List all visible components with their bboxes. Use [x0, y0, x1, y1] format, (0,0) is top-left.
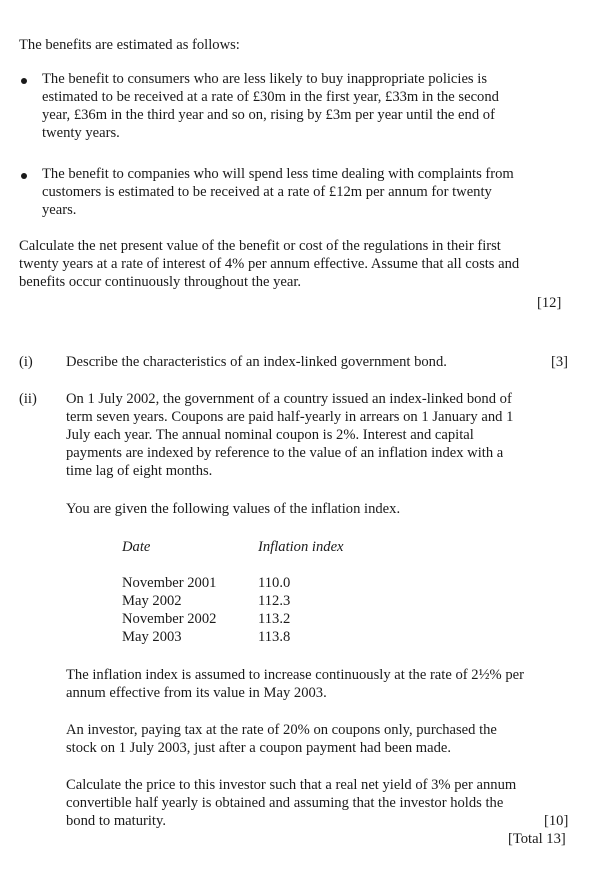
- text-line: annum effective from its value in May 2003.: [66, 685, 327, 701]
- table-header-inflation-index: Inflation index: [258, 539, 344, 555]
- calculate-npv-paragraph: [19, 237, 519, 291]
- text-line: bond to maturity.: [66, 813, 166, 829]
- text-line: Calculate the net present value of the benefit or cost of the regulations in their first: [19, 238, 501, 254]
- table-cell-date: May 2002: [122, 593, 182, 609]
- text-line: customers is estimated to be received at a rate of £12m per annum for twenty: [42, 184, 492, 200]
- text-line: year, £36m in the third year and so on, rising by £3m per year until the end of: [42, 107, 495, 123]
- table-cell-date: May 2003: [122, 629, 182, 645]
- part-ii-bond-description: [66, 390, 513, 480]
- text-line: twenty years.: [42, 125, 120, 141]
- text-line: An investor, paying tax at the rate of 20% on coupons only, purchased the: [66, 722, 497, 738]
- text-line: benefits occur continuously throughout the year.: [19, 274, 302, 290]
- text-line: On 1 July 2002, the government of a country issued an index-linked bond of: [66, 391, 512, 407]
- bullet-paragraph-companies: [42, 165, 514, 219]
- table-cell-value: 113.2: [258, 611, 291, 627]
- marks-3: [3]: [551, 354, 569, 370]
- text-line: The inflation index is assumed to increase continuously at the rate of 2½% per: [66, 667, 524, 683]
- table-cell-value: 113.8: [258, 629, 291, 645]
- text-line: The benefit to companies who will spend less time dealing with complaints from: [42, 166, 514, 182]
- investor-paragraph: [66, 721, 497, 757]
- text-line: payments are indexed by reference to the value of an inflation index with a: [66, 445, 504, 461]
- text-line: convertible half yearly is obtained and assuming that the investor holds the: [66, 795, 504, 811]
- text-line: The benefit to consumers who are less likely to buy inappropriate policies is: [42, 71, 487, 87]
- table-cell-value: 112.3: [258, 593, 291, 609]
- price-calculation-paragraph: [66, 776, 516, 830]
- text-line: estimated to be received at a rate of £30m in the first year, £33m in the second: [42, 89, 499, 105]
- bullet-paragraph-consumers: [42, 70, 499, 142]
- table-cell-value: 110.0: [258, 575, 291, 591]
- text-line: term seven years. Coupons are paid half-yearly in arrears on 1 January and 1: [66, 409, 514, 425]
- bullet-dot: [21, 78, 27, 84]
- table-cell-date: November 2002: [122, 611, 217, 627]
- text-line: years.: [42, 202, 77, 218]
- text-line: twenty years at a rate of interest of 4% per annum effective. Assume that all costs and: [19, 256, 520, 272]
- inflation-assumption-paragraph: [66, 666, 524, 702]
- text-line: July each year. The annual nominal coupon is 2%. Interest and capital: [66, 427, 474, 443]
- part-ii-label: (ii): [19, 391, 37, 407]
- table-header-date: Date: [122, 539, 151, 555]
- total-13: [Total 13]: [508, 831, 566, 847]
- text-line: Calculate the price to this investor such that a real net yield of 3% per annum: [66, 777, 517, 793]
- marks-12: [12]: [537, 295, 562, 311]
- intro-text: The benefits are estimated as follows:: [19, 37, 240, 53]
- part-i-label: (i): [19, 354, 33, 370]
- text-line: time lag of eight months.: [66, 463, 213, 479]
- table-cell-date: November 2001: [122, 575, 217, 591]
- part-i-question: Describe the characteristics of an index-linked government bond.: [66, 354, 447, 370]
- marks-10: [10]: [544, 813, 569, 829]
- bullet-dot: [21, 173, 27, 179]
- given-values-text: You are given the following values of the inflation index.: [66, 501, 401, 517]
- text-line: stock on 1 July 2003, just after a coupon payment had been made.: [66, 740, 452, 756]
